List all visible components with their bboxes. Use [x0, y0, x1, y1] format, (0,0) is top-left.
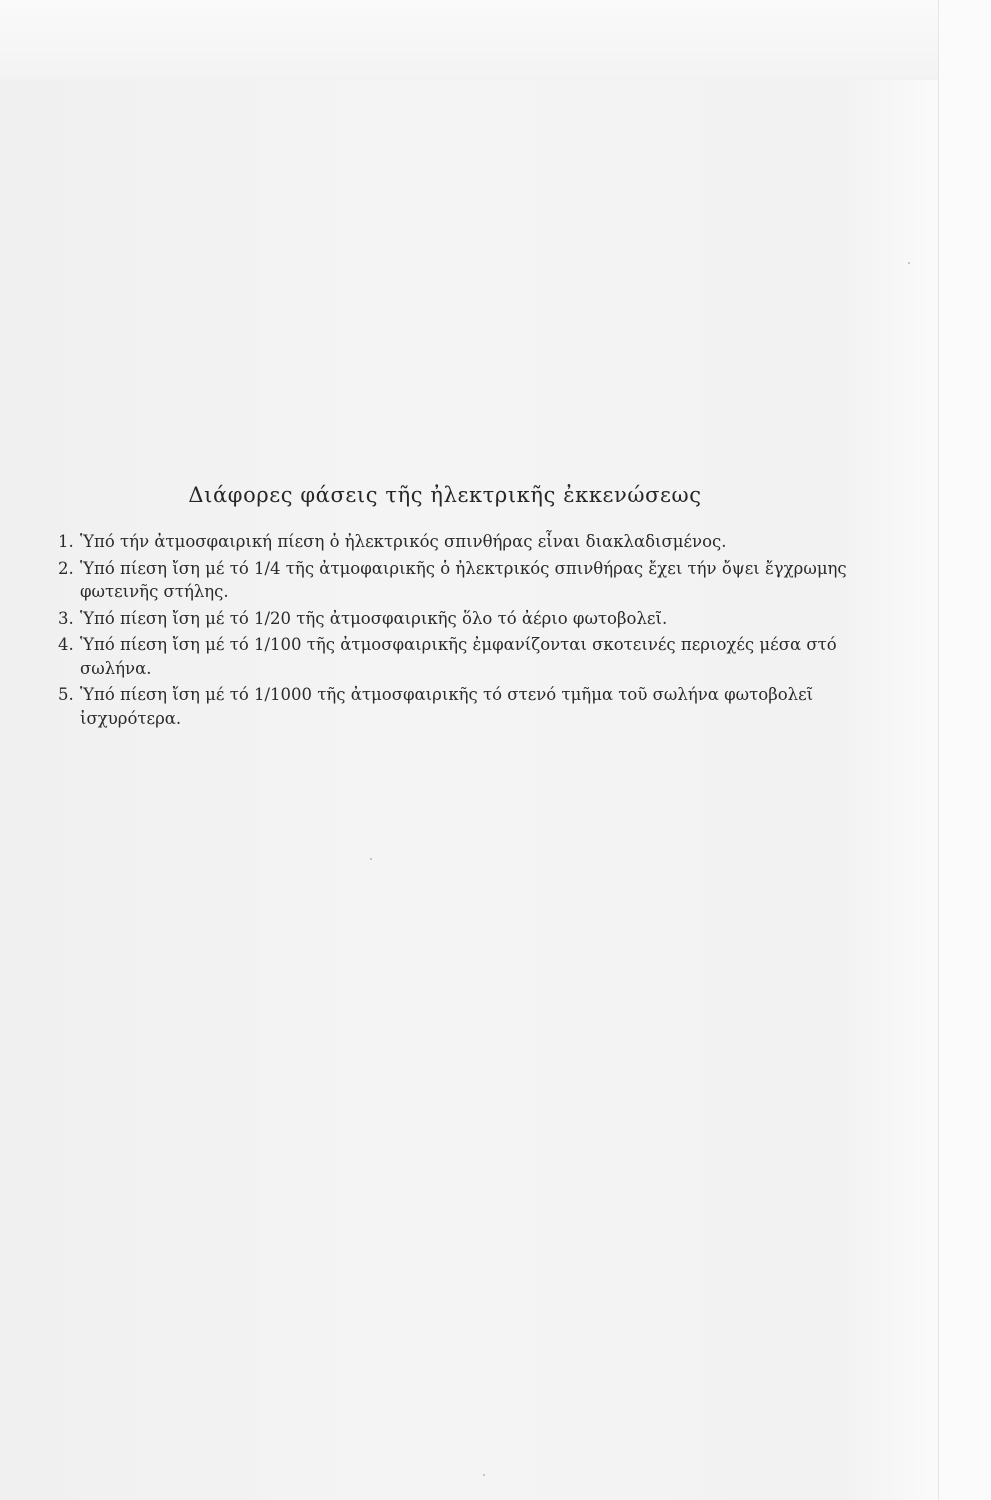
list-item-text: Ὑπό πίεση ἴση μέ τό 1/100 τῆς ἀτμοσφαιρικῆς ἐμφανίζονται σκοτεινές περιοχές μέσα στό σωλήνα. [80, 635, 837, 678]
list-item-number: 3. [58, 608, 74, 628]
list-item-number: 4. [58, 635, 74, 654]
page-right-margin [938, 0, 991, 1500]
numbered-list [58, 530, 848, 733]
document-title: Διάφορες φάσεις τῆς ἠλεκτρικῆς ἐκκενώσεως [188, 483, 702, 507]
list-item-number: 1. [58, 532, 74, 551]
page-top-margin [0, 0, 938, 80]
list-item-number: 5. [58, 685, 74, 704]
paper-speck [908, 262, 910, 264]
list-item [58, 530, 848, 554]
list-item [58, 633, 848, 680]
list-item [58, 683, 848, 730]
list-item [58, 607, 848, 631]
paper-speck [370, 858, 372, 860]
list-item-text: Ὑπό πίεση ἴση μέ τό 1/1000 τῆς ἀτμοσφαιρικῆς τό στενό τμῆμα τοῦ σωλήνα φωτοβολεῖ ἰσχυρότερα. [80, 685, 814, 728]
paper-speck [483, 1474, 485, 1476]
list-item-text: Ὑπό τήν ἀτμοσφαιρική πίεση ὁ ἠλεκτρικός σπινθήρας εἶναι διακλαδισμένος. [80, 532, 727, 551]
list-item-text: Ὑπό πίεση ἴση μέ τό 1/4 τῆς ἀτμοφαιρικῆς ὁ ἠλεκτρικός σπινθήρας ἔχει τήν ὄψει ἔγχρωμης φωτεινῆς στήλης. [80, 558, 847, 601]
list-item [58, 557, 848, 604]
list-item-text: Ὑπό πίεση ἴση μέ τό 1/20 τῆς ἀτμοσφαιρικῆς ὅλο τό ἀέριο φωτοβολεῖ. [80, 608, 668, 628]
list-item-number: 2. [58, 558, 74, 578]
